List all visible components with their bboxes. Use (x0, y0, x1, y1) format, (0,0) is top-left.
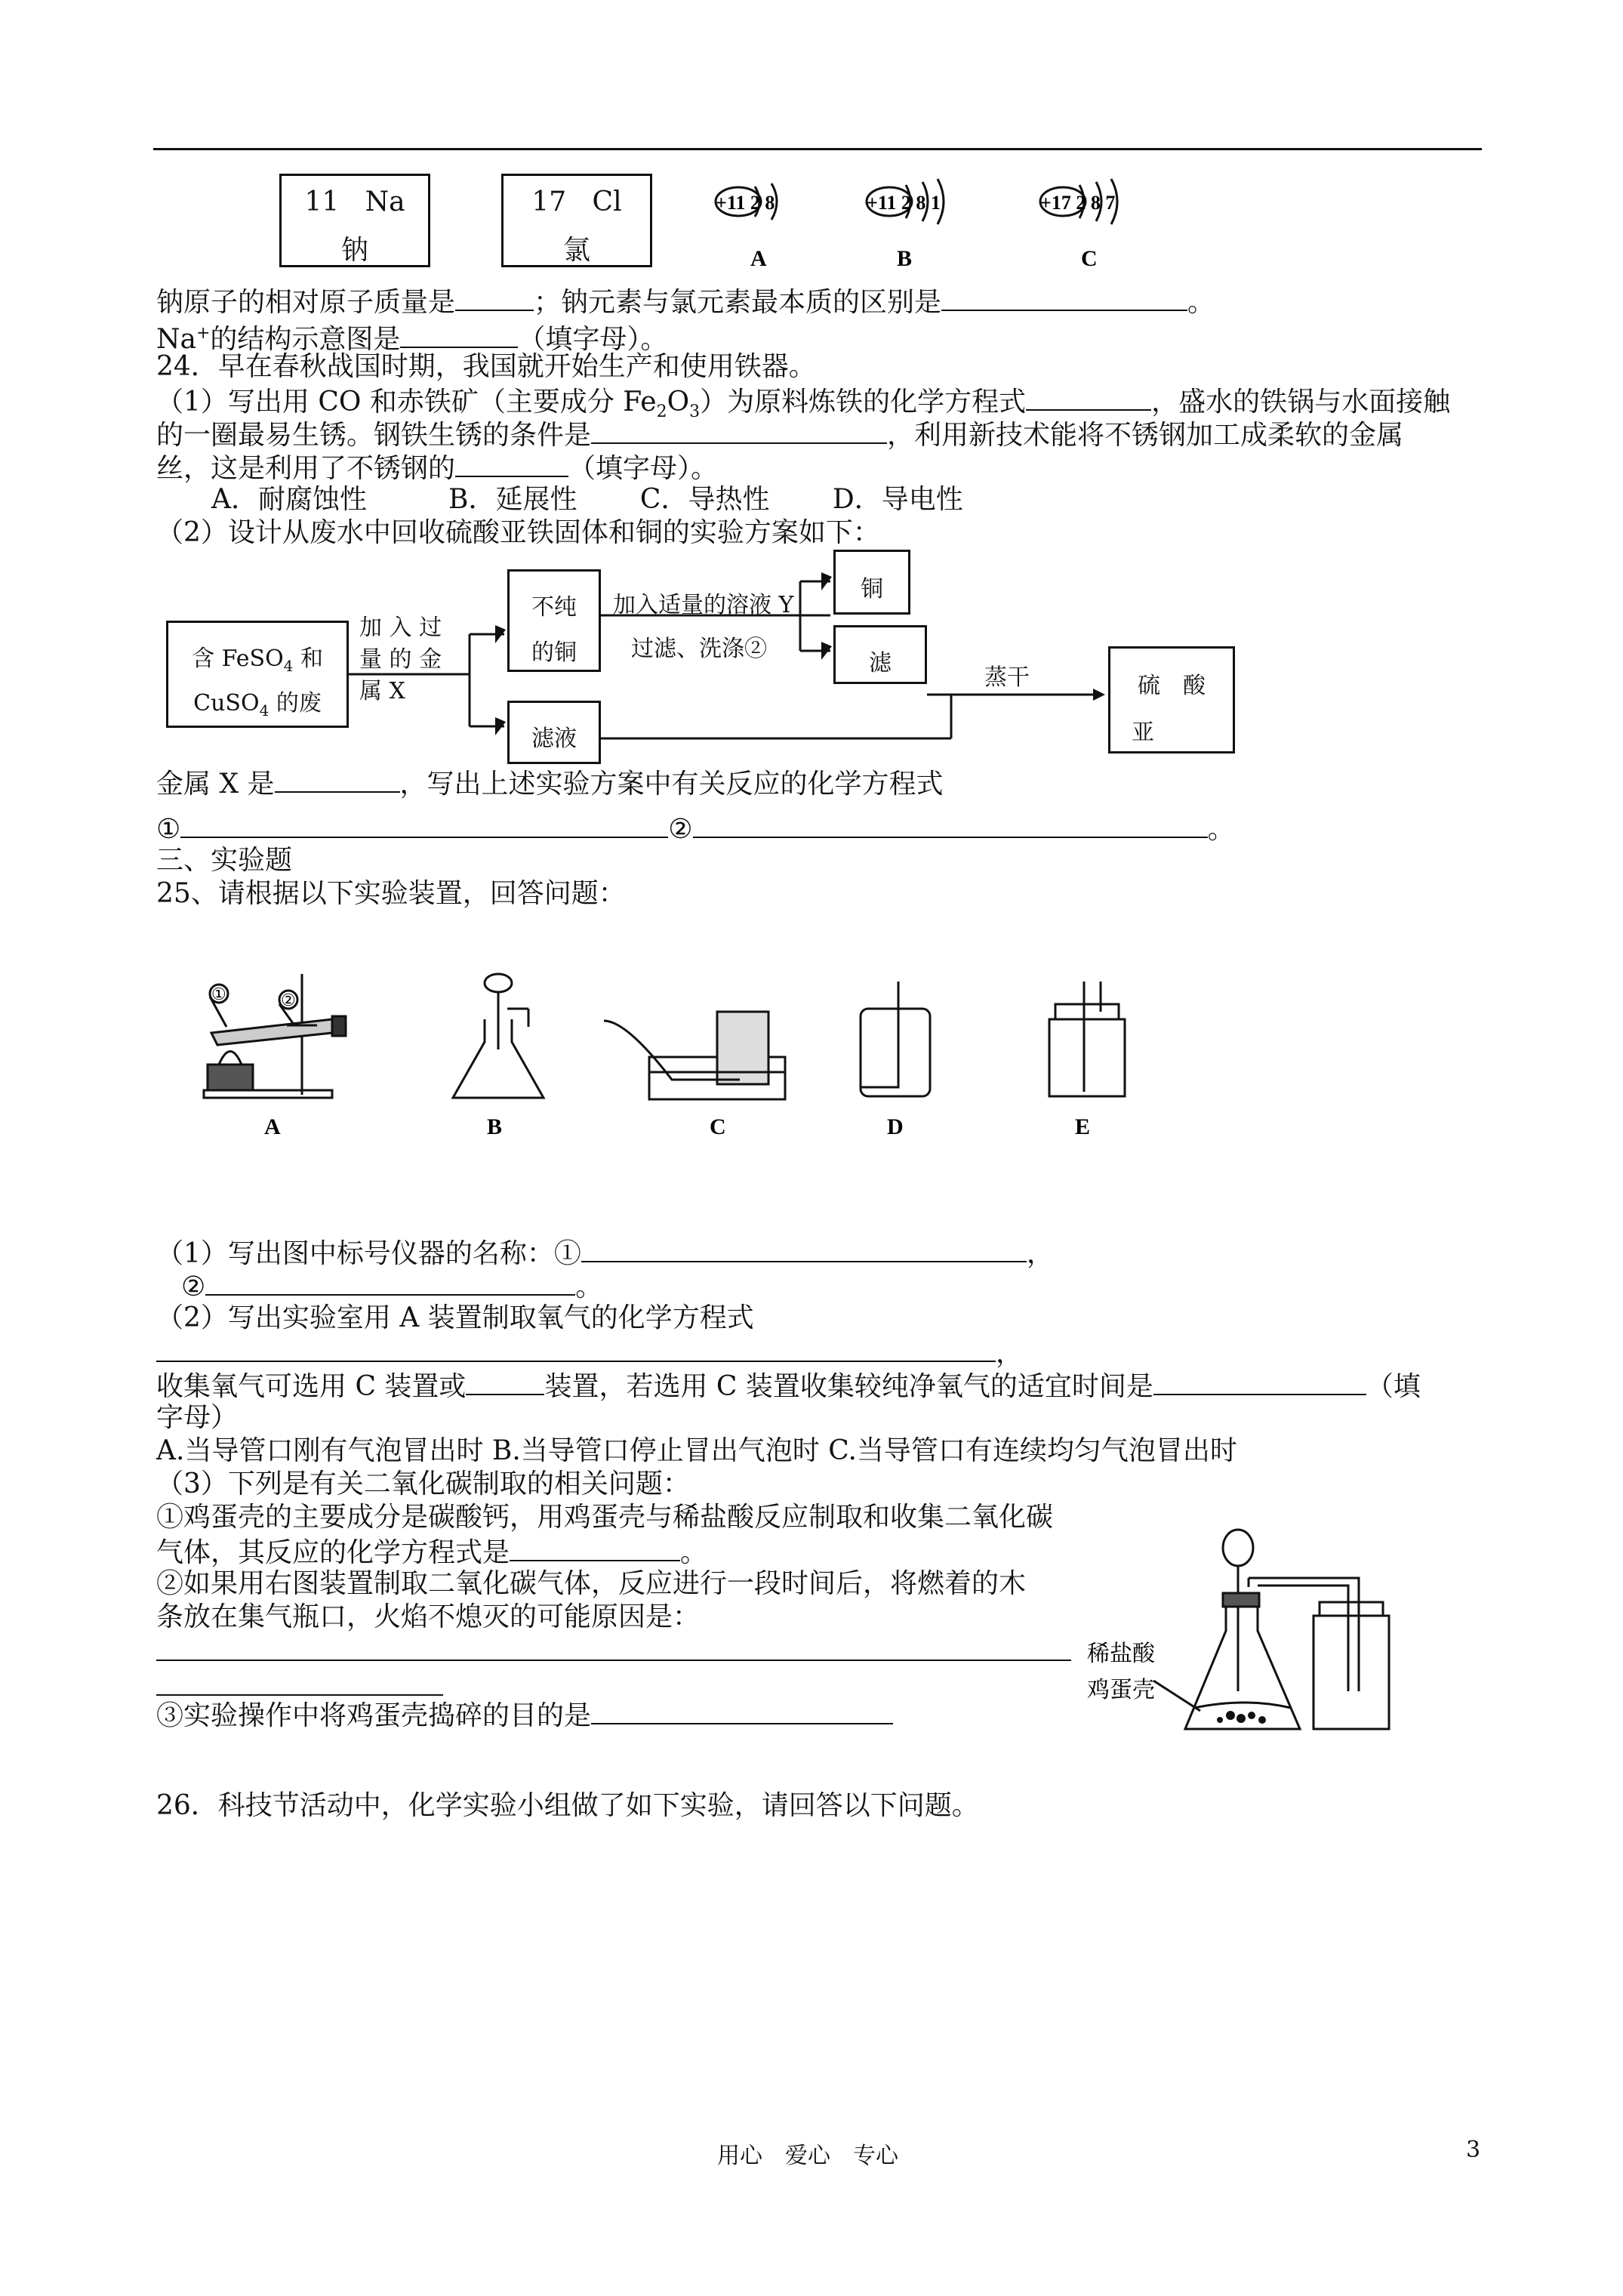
co2-figure-label-acid: 稀盐酸 (1087, 1641, 1155, 1667)
element-name: 氯 (562, 235, 590, 266)
q24-title: 24．早在春秋战国时期，我国就开始生产和使用铁器。 (156, 351, 816, 382)
q24-part1-line3: 丝，这是利用了不锈钢的 （填字母）。 (156, 450, 718, 485)
q23-line2: Na+的结构示意图是 （填字母）。 (156, 317, 667, 356)
q23-line1: 钠原子的相对原子质量是 ；钠元素与氯元素最本质的区别是 。 (156, 284, 1215, 319)
q25-part1-line2: ② 。 (181, 1268, 602, 1304)
apparatus-label-c: C (710, 1114, 726, 1139)
element-name: 钠 (340, 235, 368, 266)
atom-diagram-a-text: +11 2 8 (716, 192, 775, 214)
q25-part3-line3: ②如果用右图装置制取二氧化碳气体，反应进行一段时间后，将燃着的木 (156, 1568, 1027, 1599)
answer-blank-metal-x[interactable] (275, 766, 400, 793)
apparatus-label-d: D (887, 1114, 904, 1139)
answer-blank-crush-purpose[interactable] (591, 1697, 893, 1724)
apparatus-mark-2: ② (281, 991, 296, 1009)
flow-start-box: 含 FeSO$_4$ 和 CuSO$_4$ 的废 (166, 621, 349, 728)
q25-part3-line1: ①鸡蛋壳的主要成分是碳酸钙，用鸡蛋壳与稀盐酸反应制取和收集二氧化碳 (156, 1502, 1054, 1533)
q25-part2: （2）写出实验室用 A 装置制取氧气的化学方程式 (156, 1302, 754, 1333)
q25-part3-line2: 气体，其反应的化学方程式是 。 (156, 1534, 707, 1570)
flow-product-box: 硫 酸 亚 (1108, 646, 1235, 754)
page-number: 3 (1466, 2137, 1481, 2163)
atomic-number: 17 (531, 186, 567, 217)
q24-part1-line2: 的一圈最易生锈。钢铁生锈的条件是 ，利用新技术能将不锈钢加工成柔软的金属 (156, 417, 1403, 452)
q25-title: 25、请根据以下实验装置，回答问题： (156, 878, 626, 909)
q25-part1-line1: （1）写出图中标号仪器的名称：① ， (156, 1235, 1054, 1271)
flow-copper-box: 铜 (833, 550, 910, 615)
answer-blank-collection-time[interactable] (1153, 1368, 1366, 1395)
flow-step1-label1: 加 入 过 (359, 615, 442, 641)
apparatus-figure (181, 966, 1238, 1140)
atom-diagram-b-text: +11 2 8 1 (867, 192, 941, 214)
apparatus-mark-1: ① (211, 985, 226, 1003)
flow-evaporate-label: 蒸干 (984, 664, 1030, 691)
flow-step1-label2: 量 的 金 (359, 646, 442, 673)
answer-blank-equation-2[interactable] (693, 811, 1208, 838)
q25-part2-line2: 收集氧气可选用 C 装置或 装置，若选用 C 装置收集较纯净氧气的适宜时间是 （填 (156, 1368, 1421, 1404)
answer-blank-co2-equation[interactable] (510, 1534, 680, 1561)
footer-motto: 用心 爱心 专心 (717, 2143, 898, 2169)
q25-part2-line3: 字母） (156, 1402, 239, 1433)
co2-apparatus-figure (1087, 1518, 1419, 1744)
atom-diagram-a-label: A (750, 246, 767, 271)
answer-blank-instrument-1[interactable] (581, 1235, 1027, 1262)
co2-figure-label-eggshell: 鸡蛋壳 (1087, 1677, 1155, 1703)
answer-blank-collection-device[interactable] (466, 1368, 544, 1395)
q24-part1-line1: （1）写出用 CO 和赤铁矿（主要成分 $Fe_2O_3$）为原料炼铁的化学方程式 ，盛水的铁锅与水面接触 (156, 384, 1450, 429)
q25-options: A.当导管口刚有气泡冒出时 B.当导管口停止冒出气泡时 C.当导管口有连续均匀气泡冒出时 (156, 1435, 1237, 1466)
q25-part3-line4: 条放在集气瓶口，火焰不熄灭的可能原因是： (156, 1601, 701, 1632)
element-symbol: Cl (592, 186, 622, 217)
q24-equation-line: ① ② 。 (156, 811, 1235, 846)
q25-part3: （3）下列是有关二氧化碳制取的相关问题： (156, 1469, 690, 1499)
atom-diagram-c-label: C (1081, 246, 1098, 271)
answer-line-reason-1[interactable] (156, 1660, 1071, 1661)
atom-diagram-b-label: B (897, 246, 913, 271)
section-3-heading: 三、实验题 (156, 845, 293, 876)
flow-step2-label2: 过滤、洗涤② (631, 636, 767, 662)
atom-diagram-c-text: +17 2 8 7 (1040, 192, 1116, 214)
flow-impure-copper-box: 不纯 的铜 (507, 569, 601, 672)
q24-options: A．耐腐蚀性 B．延展性 C．导热性 D．导电性 (211, 484, 963, 515)
flow-step2-label1: 加入适量的溶液 Y (613, 592, 794, 618)
answer-line-reason-2[interactable] (156, 1694, 443, 1696)
atomic-number: 11 (304, 186, 340, 217)
answer-blank-equation-1[interactable] (180, 811, 668, 838)
flow-filtrate1-box: 滤液 (507, 701, 601, 764)
q24-metal-line: 金属 X 是 ，写出上述实验方案中有关反应的化学方程式 (156, 766, 944, 801)
apparatus-label-e: E (1075, 1114, 1091, 1139)
q25-part2-answer-line: ， (156, 1335, 1023, 1370)
answer-blank-oxygen-equation[interactable] (156, 1335, 996, 1362)
answer-blank-instrument-2[interactable] (205, 1268, 575, 1296)
flow-step1-label3: 属 X (359, 678, 405, 704)
q26-title: 26．科技节活动中，化学实验小组做了如下实验，请回答以下问题。 (156, 1790, 979, 1821)
flow-filtrate2-box: 滤 (833, 625, 927, 684)
q25-part3-line5: ③实验操作中将鸡蛋壳捣碎的目的是 (156, 1697, 893, 1733)
apparatus-label-a: A (264, 1114, 281, 1139)
q24-part2: （2）设计从废水中回收硫酸亚铁固体和铜的实验方案如下： (156, 517, 880, 548)
element-symbol: Na (365, 186, 405, 217)
apparatus-label-b: B (487, 1114, 503, 1139)
